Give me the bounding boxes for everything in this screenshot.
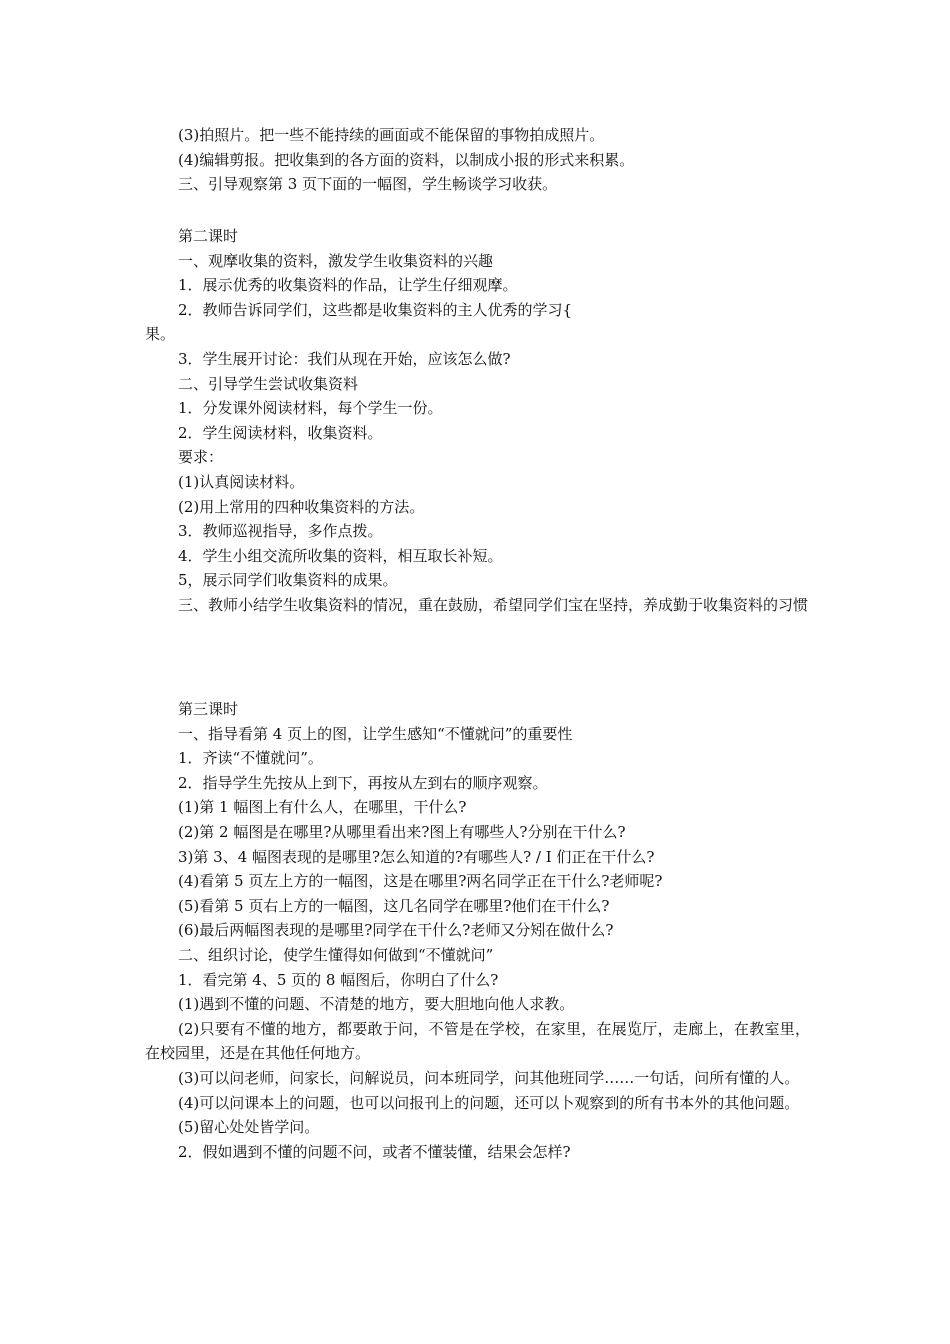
- lesson-title: 第三课时: [178, 700, 239, 718]
- text-line: (3)拍照片。把一些不能持续的画面或不能保留的事物拍成照片。: [178, 126, 605, 144]
- text-line: 2．教师告诉同学们，这些都是收集资料的主人优秀的学习{: [178, 300, 573, 319]
- text-line: 二、引导学生尝试收集资料: [178, 374, 359, 393]
- text-paragraph: (2)只要有不懂的地方，都要敢于问，不管是在学校，在家里，在展览厅，走廊上，在教室里，在校园里，还是在其他任何地方。: [145, 1019, 810, 1063]
- text-line: 二、组织讨论，使学生懂得如何做到“不懂就问”: [178, 945, 494, 964]
- text-line: 三、引导观察第 3 页下面的一幅图，学生畅谈学习收获。: [178, 175, 558, 194]
- text-line: (4)看第 5 页左上方的一幅图，这是在哪里?两名同学正在干什么?老师呢?: [178, 872, 663, 891]
- text-line: (5)留心处处皆学问。: [178, 1118, 320, 1137]
- text-line: (1)第 1 幅图上有什么人，在哪里，干什么?: [178, 798, 467, 817]
- text-line: (1)遇到不懂的问题、不清楚的地方，要大胆地向他人求教。: [178, 995, 575, 1014]
- text-line: 3．教师巡视指导，多作点拨。: [178, 522, 383, 541]
- text-line: (5)看第 5 页右上方的一幅图，这几名同学在哪里?他们在干什么?: [178, 896, 610, 915]
- lesson-title: 第二课时: [178, 227, 239, 245]
- text-line: 要求：: [178, 448, 224, 467]
- text-line: 3．学生展开讨论：我们从现在开始，应该怎么做?: [178, 349, 511, 368]
- text-line: (1)认真阅读材料。: [178, 472, 305, 491]
- text-line: 1．看完第 4、5 页的 8 幅图后，你明白了什么?: [178, 970, 499, 989]
- text-line: (2)第 2 幅图是在哪里?从哪里看出来?图上有哪些人?分别在干什么?: [178, 822, 626, 841]
- lesson-2: [145, 224, 810, 618]
- text-paragraph: (4)可以问课本上的问题，也可以问报刊上的问题，还可以卜观察到的所有书本外的其他问题。: [178, 1093, 800, 1112]
- text-line: (2)用上常用的四种收集资料的方法。: [178, 497, 425, 516]
- text-line: 3)第 3、4 幅图表现的是哪里?怎么知道的?有哪些人? / I 们正在干什么?: [178, 847, 655, 866]
- text-line: 一、观摩收集的资料，激发学生收集资料的兴趣: [178, 251, 494, 270]
- text-line: 2．假如遇到不懂的问题不问，或者不懂装懂，结果会怎样?: [178, 1142, 571, 1161]
- text-paragraph: (3)可以问老师，问家长，问解说员，问本班同学，问其他班同学……一句话，问所有懂的人。: [178, 1068, 800, 1087]
- text-line: (4)编辑剪报。把收集到的各方面的资料，以制成小报的形式来积累。: [178, 150, 635, 169]
- text-line: 2．指导学生先按从上到下，再按从左到右的顺序观察。: [178, 773, 548, 792]
- text-line: 1．齐读“不懂就问”。: [178, 749, 323, 768]
- lesson-3: [145, 697, 810, 1164]
- text-line-continuation: 果。: [145, 325, 176, 344]
- text-line: 一、指导看第 4 页上的图，让学生感知“不懂就问”的重要性: [178, 724, 573, 743]
- text-line: (6)最后两幅图表现的是哪里?同学在干什么?老师又分矧在做什么?: [178, 921, 614, 940]
- text-line: 5，展示同学们收集资料的成果。: [178, 571, 398, 590]
- section-1: [145, 123, 810, 197]
- text-line: 1．分发课外阅读材料，每个学生一份。: [178, 399, 443, 418]
- text-line: 1．展示优秀的收集资料的作品，让学生仔细观摩。: [178, 276, 518, 295]
- text-paragraph: 三、教师小结学生收集资料的情况，重在鼓励，希望同学们宝在坚持，养成勤于收集资料的习惯: [178, 595, 809, 614]
- text-line: 4．学生小组交流所收集的资料，相互取长补短。: [178, 546, 503, 565]
- text-line: 2．学生阅读材料，收集资料。: [178, 423, 383, 442]
